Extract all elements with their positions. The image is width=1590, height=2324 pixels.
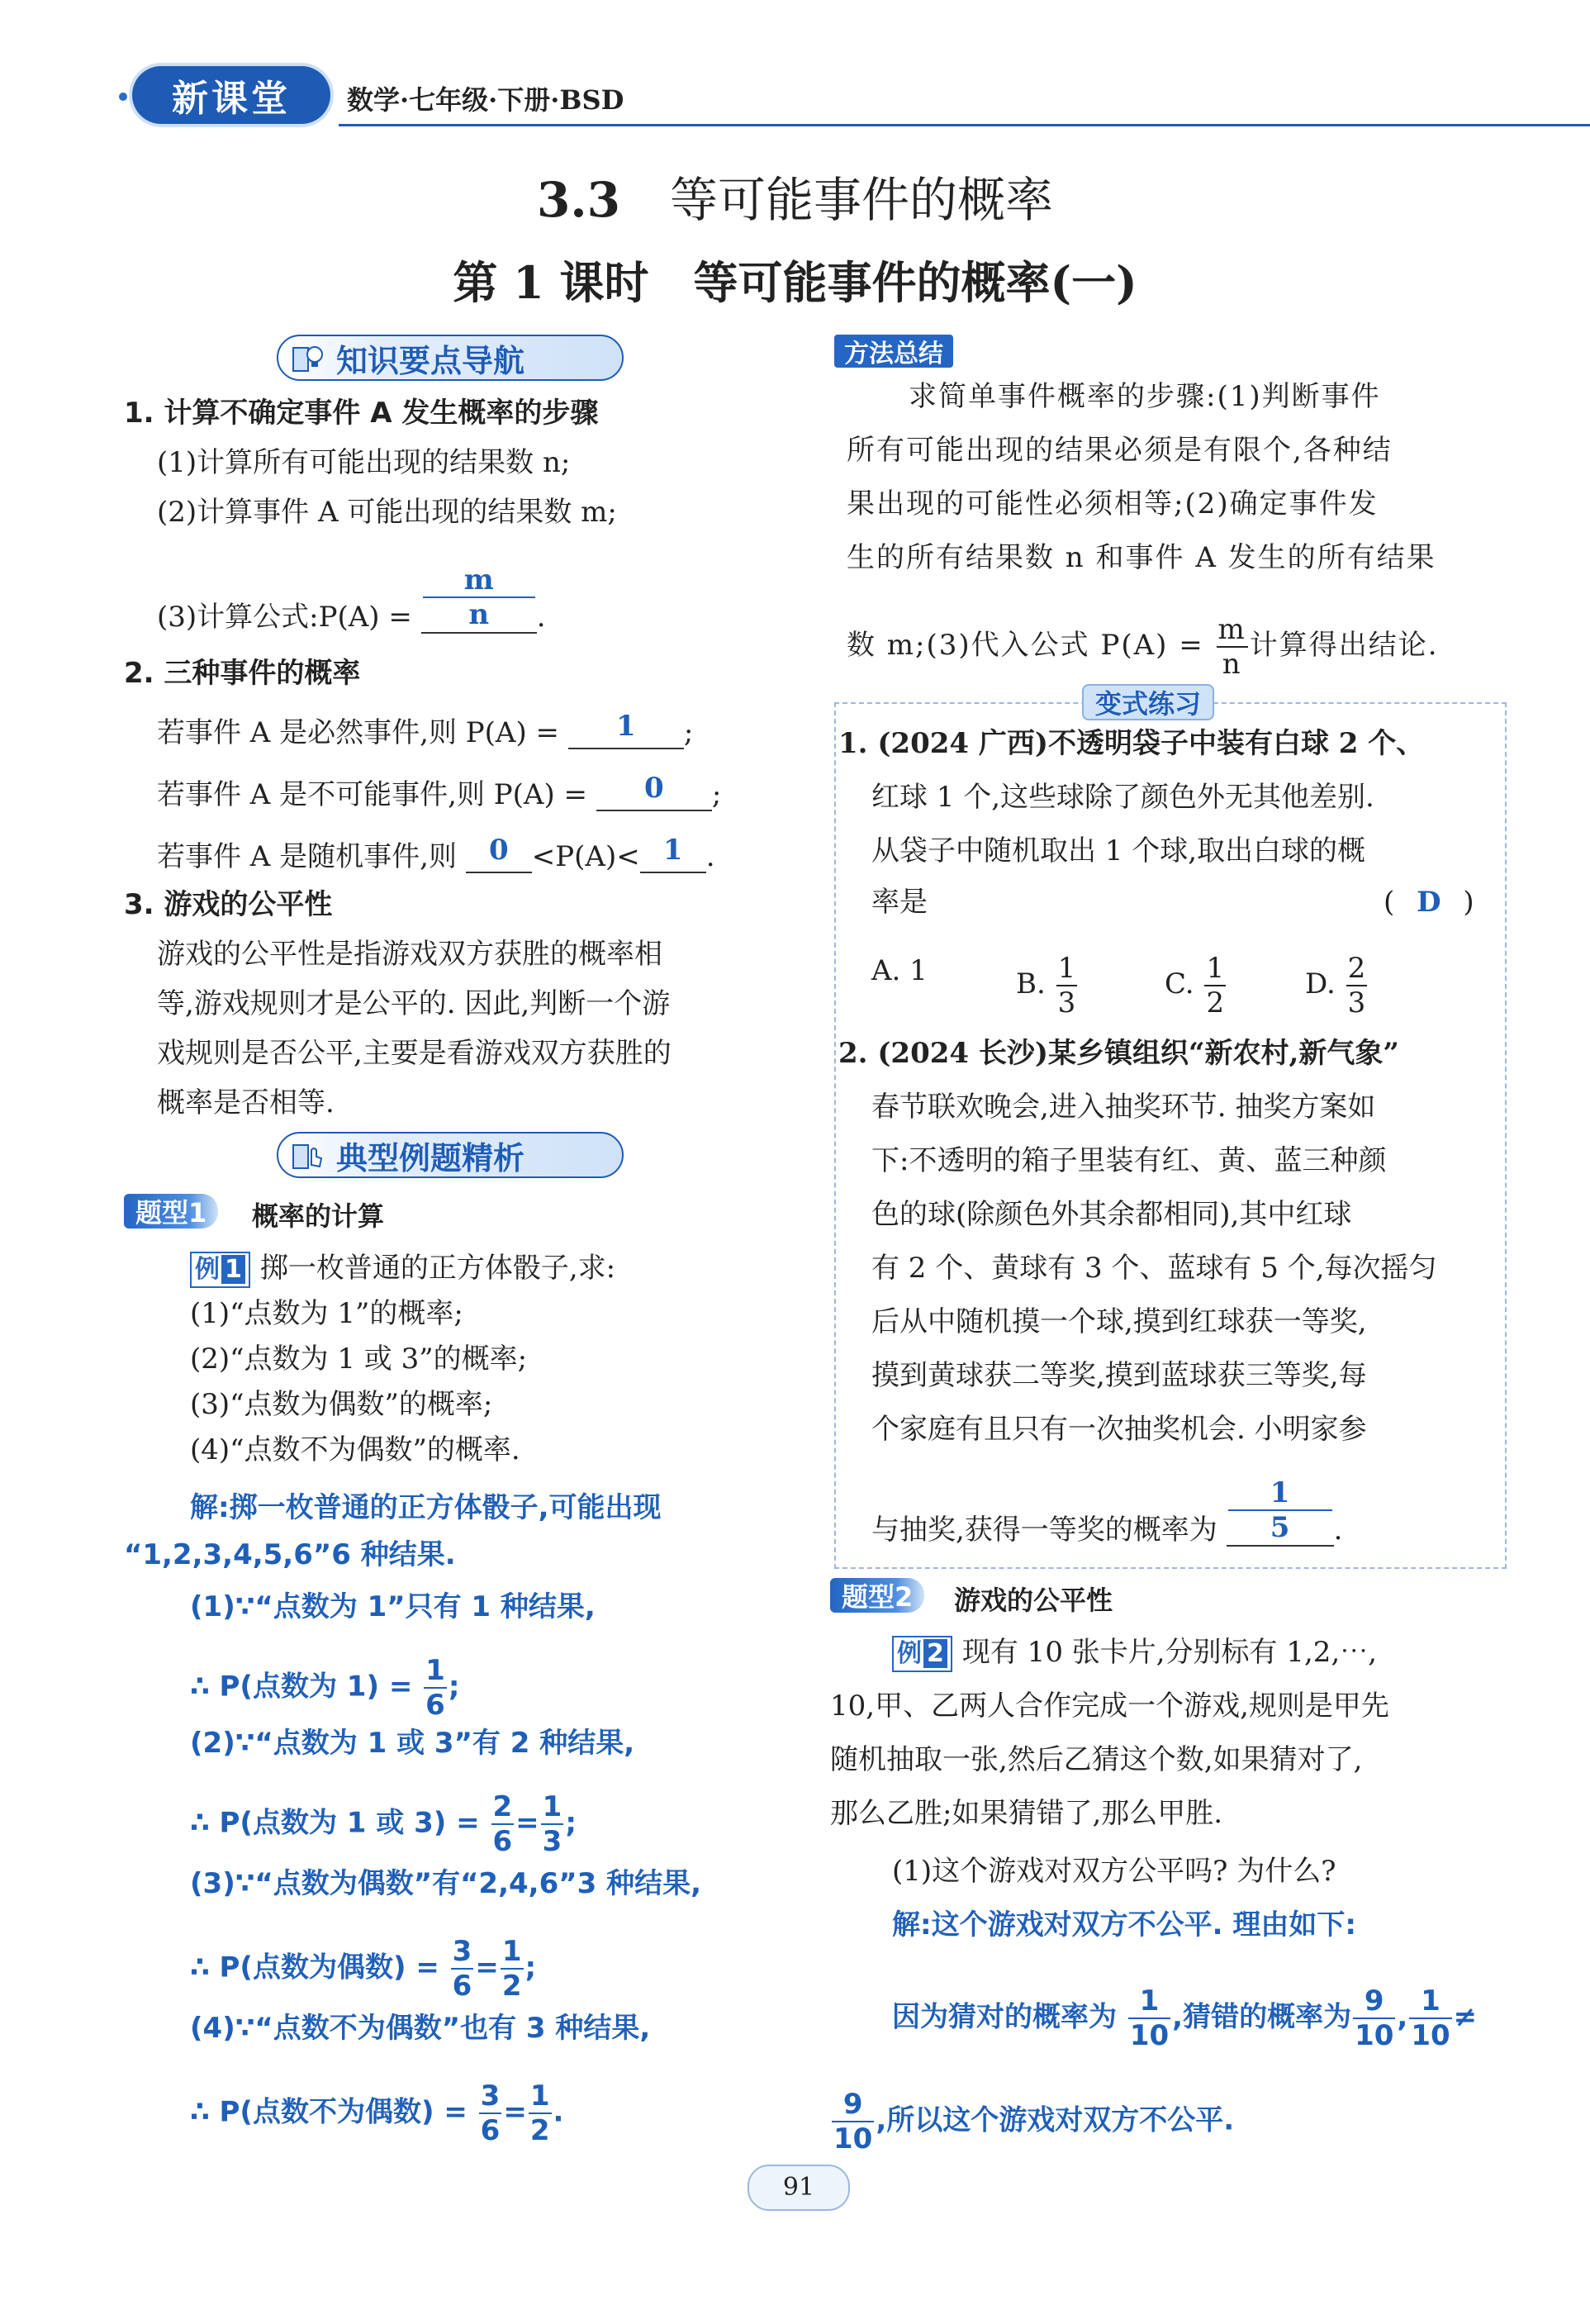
hand-pointer-icon [292, 1140, 325, 1172]
fraction [1217, 613, 1248, 681]
item2-l1-blank [568, 710, 684, 749]
knowledge-item3-line: 游戏的公平性是指游戏双方获胜的概率相 [157, 938, 662, 971]
option-c [1165, 954, 1227, 1017]
result-suffix: . [553, 2095, 564, 2129]
solution-line: “1,2,3,4,5,6”6 种结果. [124, 1538, 456, 1571]
formula-prefix: (3)计算公式:P(A) = [157, 601, 412, 634]
practice-q2-line: 色的球(除颜色外其余都相同),其中红球 [871, 1198, 1352, 1231]
fraction [491, 1790, 515, 1858]
fraction-den: 10 [833, 2122, 873, 2155]
practice-q2-line: 摸到黄球获二等奖,摸到蓝球获三等奖,每 [871, 1359, 1367, 1392]
example2-solution-reason [892, 1984, 1478, 2052]
option-d [1305, 954, 1369, 1017]
item2-l2-pre: 若事件 A 是不可能事件,则 P(A) = [157, 778, 588, 811]
result-suffix: ; [565, 1806, 577, 1840]
formula-blank [421, 563, 537, 634]
example2-solution-conclusion [830, 2090, 1234, 2153]
examples-banner-text: 典型例题精析 [336, 1139, 525, 1176]
section-title-text: 等可能事件的概率 [669, 172, 1053, 228]
fraction-den: 6 [425, 1689, 445, 1722]
example2-stem-text: 现有 10 张卡片,分别标有 1,2,⋯, [961, 1636, 1378, 1669]
knowledge-item3-title: 3. 游戏的公平性 [124, 888, 333, 921]
fraction-den: 3 [1347, 986, 1366, 1019]
example1-question: (4)“点数不为偶数”的概率. [190, 1433, 520, 1466]
logo: 新课堂 [132, 66, 330, 124]
item2-l2-answer: 0 [644, 772, 664, 805]
knowledge-item1-line1: (1)计算所有可能出现的结果数 n; [157, 446, 571, 479]
option-a: A. 1 [871, 954, 928, 987]
practice-q2-text: 2. (2024 长沙)某乡镇组织“新农村,新气象” [838, 1037, 1399, 1070]
fraction-num: 2 [1347, 952, 1366, 985]
lesson-title: 第 1 课时 等可能事件的概率(一) [453, 256, 1137, 309]
answer-paren-open: ( [1384, 886, 1395, 919]
fraction-den: 6 [480, 2114, 501, 2147]
example2-line: 随机抽取一张,然后乙猜这个数,如果猜对了, [830, 1743, 1363, 1776]
solution-result [190, 1935, 537, 2003]
item2-l1-pre: 若事件 A 是必然事件,则 P(A) = [157, 716, 560, 749]
solution-result [190, 1790, 577, 1858]
solution-result [190, 1654, 460, 1722]
fraction-den: n [1222, 648, 1242, 681]
q2-answer-blank [1227, 1476, 1334, 1547]
solution-result [190, 2079, 564, 2147]
knowledge-item1-title: 1. 计算不确定事件 A 发生概率的步骤 [124, 397, 599, 430]
fraction [1128, 1984, 1170, 2052]
fraction-num: 1 [1228, 1479, 1332, 1511]
fraction-num: 1 [501, 1935, 522, 1968]
header-divider [339, 124, 1590, 126]
solution-step: (1)∵“点数为 1”只有 1 种结果, [190, 1590, 596, 1623]
fraction-num: 1 [1057, 952, 1076, 985]
fraction-den: 2 [1206, 986, 1225, 1019]
fraction-den: 6 [452, 1970, 472, 2003]
fraction-num: 9 [832, 2090, 874, 2122]
method-summary-tag: 方法总结 [834, 335, 953, 368]
knowledge-item3-line: 等,游戏规则才是公平的. 因此,判断一个游 [157, 987, 671, 1020]
type2-label: 游戏的公平性 [954, 1585, 1113, 1616]
header-subtitle: 数学·七年级·下册·BSD [347, 84, 624, 116]
fraction [541, 1790, 564, 1858]
bulb-icon [292, 343, 325, 374]
equals-sign: = [503, 2095, 527, 2129]
example2-number: 2 [923, 1639, 947, 1668]
fraction-den: 3 [542, 1825, 562, 1858]
result-suffix: ; [524, 1951, 537, 1984]
example1-question: (3)“点数为偶数”的概率; [190, 1388, 493, 1421]
knowledge-banner-text: 知识要点导航 [336, 342, 525, 379]
type1-tag: 题型1 [124, 1194, 218, 1229]
fraction-num: 3 [480, 2079, 501, 2113]
practice-tag: 变式练习 [1082, 684, 1214, 720]
method-line: 果出现的可能性必须相等;(2)确定事件发 [847, 487, 1379, 520]
formula-suffix: . [536, 601, 546, 634]
result-suffix: ; [448, 1670, 460, 1704]
q2-answer [1228, 1476, 1332, 1544]
type2-tag: 题型2 [830, 1578, 924, 1613]
item2-l2-post: ; [711, 778, 722, 811]
q2-last-suffix: . [1333, 1514, 1343, 1547]
q2-last-prefix: 与抽奖,获得一等奖的概率为 [871, 1514, 1217, 1547]
item2-l3-blank1 [466, 834, 532, 873]
fraction [479, 2079, 502, 2147]
method-line: 生的所有结果数 n 和事件 A 发生的所有结果 [847, 541, 1436, 574]
reason-prefix: 因为猜对的概率为 [892, 2000, 1117, 2034]
example2-solution: 解:这个游戏对双方不公平. 理由如下: [892, 1908, 1356, 1941]
example2-stem [892, 1636, 1377, 1672]
fraction-num: 1 [1206, 952, 1225, 985]
knowledge-item1-line3 [157, 563, 546, 634]
examples-banner [277, 1132, 624, 1178]
knowledge-item3-line: 概率是否相等. [157, 1086, 335, 1119]
example2-tag [892, 1636, 952, 1672]
knowledge-item1-line2: (2)计算事件 A 可能出现的结果数 m; [157, 496, 617, 529]
result-prefix: ∴ P(点数不为偶数) = [190, 2095, 468, 2129]
practice-q2-line: 后从中随机摸一个球,摸到红球获一等奖, [871, 1305, 1367, 1338]
fraction-den: 5 [1270, 1511, 1290, 1544]
item2-l2-blank [596, 772, 712, 811]
fraction-num: 1 [529, 2079, 550, 2113]
fraction-den: 10 [1411, 2019, 1450, 2052]
fraction [451, 1935, 474, 2003]
method-formula-prefix: 数 m;(3)代入公式 P(A) = [847, 629, 1204, 662]
example1-number: 1 [221, 1255, 245, 1284]
practice-q1-line: 从袋子中随机取出 1 个球,取出白球的概 [871, 834, 1366, 867]
fraction [424, 1654, 447, 1722]
solution-line: 解:掷一枚普通的正方体骰子,可能出现 [190, 1491, 662, 1524]
fraction-den: 3 [1057, 986, 1076, 1019]
answer-paren-close: ) [1463, 886, 1474, 919]
practice-q2-last [871, 1476, 1343, 1547]
section-title [0, 161, 1590, 230]
practice-q2-line: 个家庭有且只有一次抽奖机会. 小明家参 [871, 1413, 1367, 1446]
fraction-num: 1 [542, 1790, 562, 1823]
formula-answer [423, 563, 535, 631]
example2-line: 那么乙胜;如果猜错了,那么甲胜. [830, 1797, 1223, 1830]
item2-l3-mid: <P(A)< [531, 840, 640, 873]
example1-question: (1)“点数为 1”的概率; [190, 1297, 463, 1330]
page-header [124, 58, 1487, 140]
example1-tag-text: 例 [195, 1255, 220, 1284]
fraction [1409, 1984, 1451, 2052]
option-label: B. [1016, 967, 1046, 1000]
knowledge-item2-line1 [157, 710, 694, 749]
solution-step: (2)∵“点数为 1 或 3”有 2 种结果, [190, 1727, 635, 1760]
conclusion-text: ,所以这个游戏对双方不公平. [876, 2103, 1235, 2137]
fraction-den: 10 [1129, 2019, 1170, 2052]
formula-num: m [423, 566, 535, 598]
method-line: 求简单事件概率的步骤:(1)判断事件 [909, 380, 1381, 413]
option-label: D. [1305, 967, 1336, 1000]
fraction [1204, 954, 1226, 1017]
fraction [501, 1935, 524, 2003]
option-b [1016, 954, 1079, 1017]
item2-l3-post: . [705, 840, 715, 873]
formula-den: n [468, 598, 490, 631]
fraction-den: 2 [501, 1970, 522, 2003]
logo-dot [119, 93, 127, 101]
fraction-num: 1 [425, 1654, 445, 1687]
fraction [832, 2090, 874, 2153]
example2-tag-text: 例 [897, 1639, 922, 1668]
item2-l1-answer: 1 [616, 710, 636, 743]
knowledge-item2-title: 2. 三种事件的概率 [124, 657, 361, 690]
practice-q1-line: 率是 [871, 886, 928, 919]
fraction-num: 3 [452, 1935, 472, 1968]
fraction [1346, 954, 1368, 1017]
knowledge-item2-line2 [157, 772, 722, 811]
reason-comma: , [1397, 2000, 1408, 2034]
item2-l3-blank2 [640, 834, 706, 873]
practice-q1-text: 1. (2024 广西)不透明袋子中装有白球 2 个、 [838, 727, 1425, 760]
equals-sign: = [475, 1951, 499, 1984]
fraction [1353, 1984, 1395, 2052]
example1-stem-text: 掷一枚普通的正方体骰子,求: [259, 1252, 616, 1285]
item2-l3-pre: 若事件 A 是随机事件,则 [157, 840, 457, 873]
not-equal-sign: ≠ [1453, 2000, 1478, 2034]
equals-sign: = [515, 1806, 539, 1840]
practice-q1-answer [1384, 886, 1474, 919]
page-number: 91 [748, 2165, 850, 2211]
fraction-num: 2 [492, 1790, 513, 1823]
practice-q2-line: 有 2 个、黄球有 3 个、蓝球有 5 个,每次摇匀 [871, 1252, 1437, 1285]
example1-question: (2)“点数为 1 或 3”的概率; [190, 1343, 528, 1376]
practice-q2-line [838, 1037, 1399, 1070]
answer-choice: D [1417, 886, 1441, 919]
fraction-den: 6 [492, 1825, 513, 1858]
practice-q2-line: 春节联欢晚会,进入抽奖环节. 抽奖方案如 [871, 1091, 1376, 1124]
example2-line: 10,甲、乙两人合作完成一个游戏,规则是甲先 [830, 1690, 1389, 1723]
type1-label: 概率的计算 [252, 1200, 385, 1232]
fraction-num: 1 [1128, 1987, 1170, 2019]
knowledge-item2-line3 [157, 834, 715, 873]
reason-mid: ,猜错的概率为 [1172, 2000, 1352, 2034]
item2-l3-answer2: 1 [662, 834, 683, 867]
practice-q2-line: 下:不透明的箱子里装有红、黄、蓝三种颜 [871, 1144, 1387, 1177]
example2-question: (1)这个游戏对双方公平吗? 为什么? [892, 1855, 1336, 1888]
section-number: 3.3 [537, 172, 620, 228]
method-line-formula [847, 613, 1439, 681]
example1-stem [190, 1252, 615, 1288]
method-formula-suffix: 计算得出结论. [1249, 629, 1439, 662]
fraction [529, 2079, 552, 2147]
knowledge-item3-line: 戏规则是否公平,主要是看游戏双方获胜的 [157, 1037, 672, 1070]
fraction-den: 2 [529, 2114, 550, 2147]
result-prefix: ∴ P(点数为 1 或 3) = [190, 1806, 480, 1840]
fraction-num: 9 [1353, 1987, 1395, 2019]
option-label: C. [1165, 967, 1194, 1000]
item2-l3-answer1: 0 [488, 834, 509, 867]
example1-tag [190, 1252, 250, 1288]
fraction [1056, 954, 1078, 1017]
practice-q1-line [838, 727, 1424, 760]
result-prefix: ∴ P(点数为偶数) = [190, 1951, 439, 1984]
knowledge-banner [277, 335, 624, 381]
item2-l1-post: ; [683, 716, 694, 749]
fraction-den: 10 [1355, 2019, 1394, 2052]
solution-step: (4)∵“点数不为偶数”也有 3 种结果, [190, 2012, 651, 2045]
solution-step: (3)∵“点数为偶数”有“2,4,6”3 种结果, [190, 1867, 701, 1900]
practice-q1-line: 红球 1 个,这些球除了颜色外无其他差别. [871, 781, 1374, 814]
fraction-num: m [1217, 613, 1246, 646]
method-line: 所有可能出现的结果必须是有限个,各种结 [847, 434, 1393, 467]
fraction-num: 1 [1409, 1987, 1451, 2019]
result-prefix: ∴ P(点数为 1) = [190, 1670, 413, 1704]
